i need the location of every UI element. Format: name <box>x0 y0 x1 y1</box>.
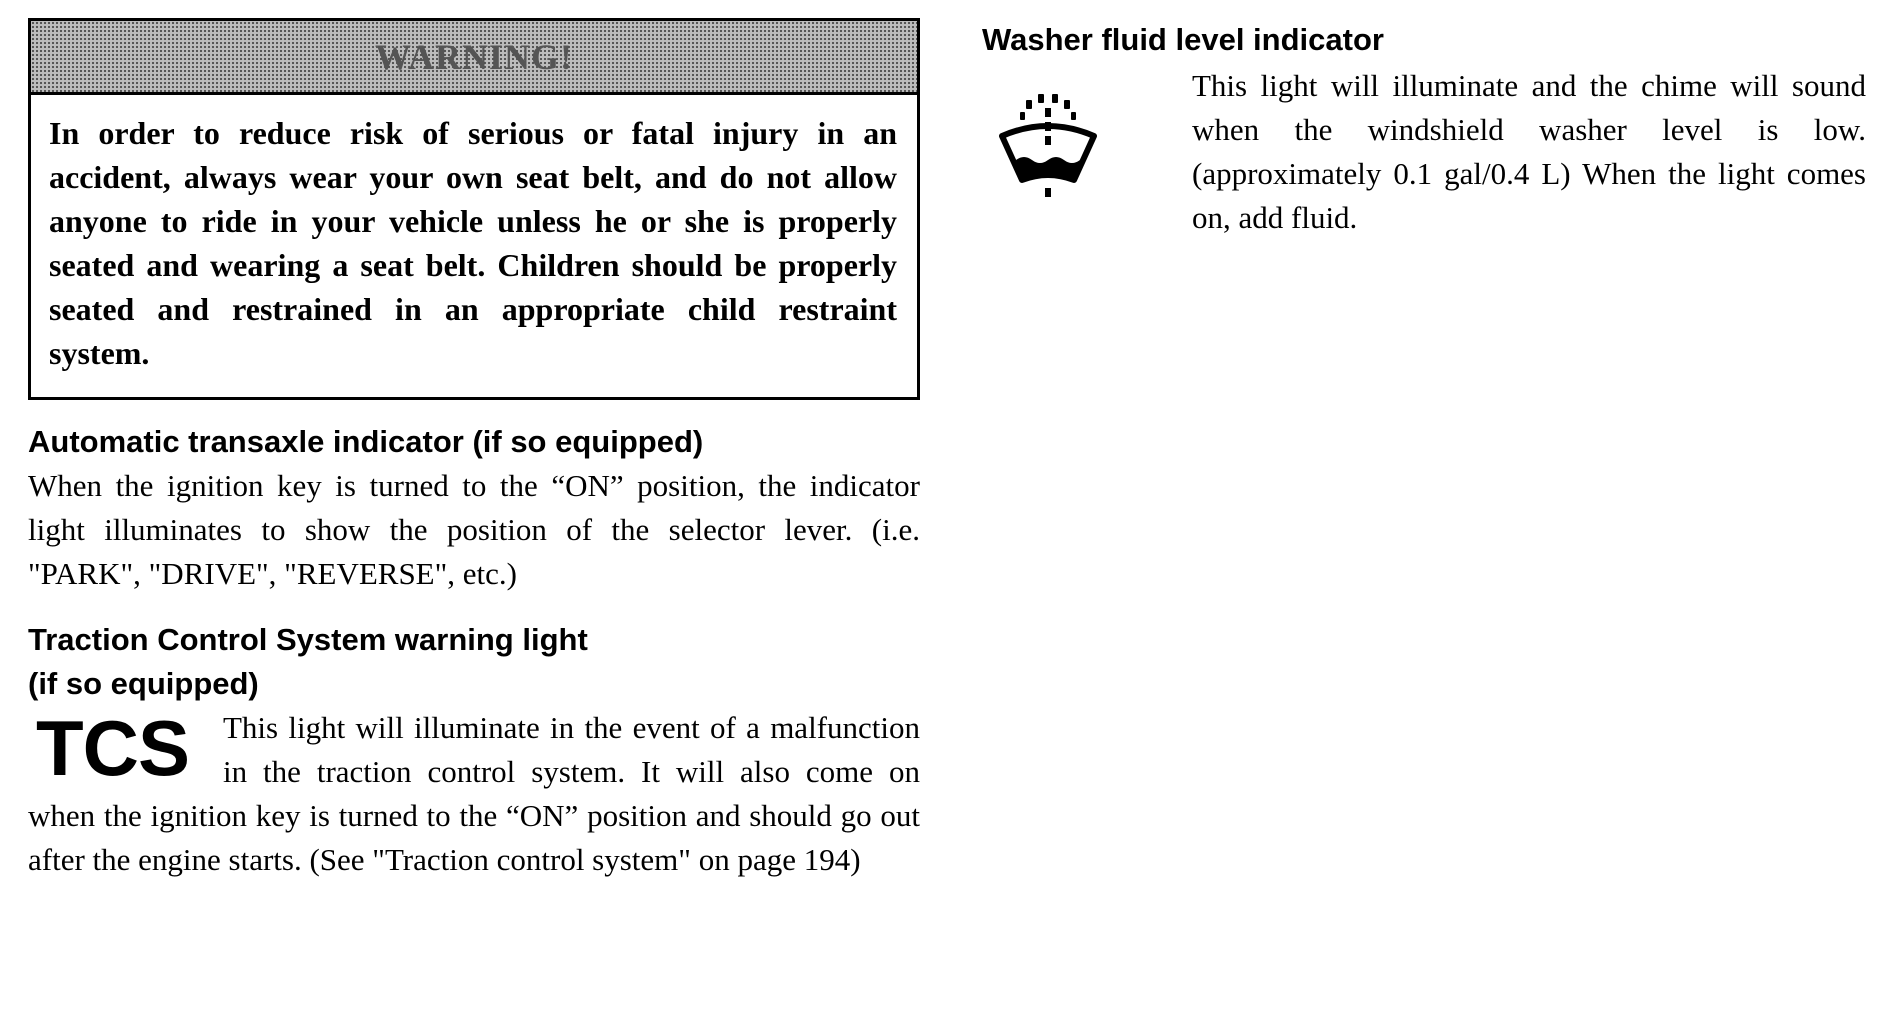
warning-title: WARNING! <box>374 36 573 77</box>
traction-control-text: This light will illuminate in the event of a malfunction in the traction control system. It will also come on when the ignition key is turned to the “ON” position and should go out after the engine starts. (See "Traction control system" on page 194) <box>28 710 920 877</box>
tcs-icon: TCS <box>36 704 189 792</box>
right-column <box>982 18 1866 240</box>
washer-fluid-text: This light will illuminate and the chime will sound when the windshield washer level is low. (approximately 0.1 gal/0.4 L) When the light comes on, add fluid. <box>1192 68 1866 235</box>
left-column <box>28 18 920 882</box>
automatic-transaxle-text: When the ignition key is turned to the “ON” position, the indicator light illuminates to show the position of the selector lever. (i.e. "PARK", "DRIVE", "REVERSE", etc.) <box>28 468 920 591</box>
washer-fluid-icon <box>994 90 1102 202</box>
washer-fluid-heading: Washer fluid level indicator <box>982 22 1384 57</box>
automatic-transaxle-heading: Automatic transaxle indicator (if so equipped) <box>28 424 704 459</box>
traction-control-heading-line2: (if so equipped) <box>28 666 259 701</box>
warning-text: In order to reduce risk of serious or fatal injury in an accident, always wear your own seat belt, and do not allow anyone to ride in your vehicle unless he or she is properly seated and wearing a seat belt. Children should be properly seated and restrained in an appropriate child restraint system. <box>49 115 897 371</box>
traction-control-section <box>28 618 920 882</box>
automatic-transaxle-section <box>28 420 920 596</box>
washer-fluid-row <box>982 64 1866 240</box>
traction-control-heading <box>28 618 920 706</box>
traction-control-heading-line1: Traction Control System warning light <box>28 622 588 657</box>
warning-box <box>28 18 920 400</box>
warning-header <box>31 21 917 95</box>
